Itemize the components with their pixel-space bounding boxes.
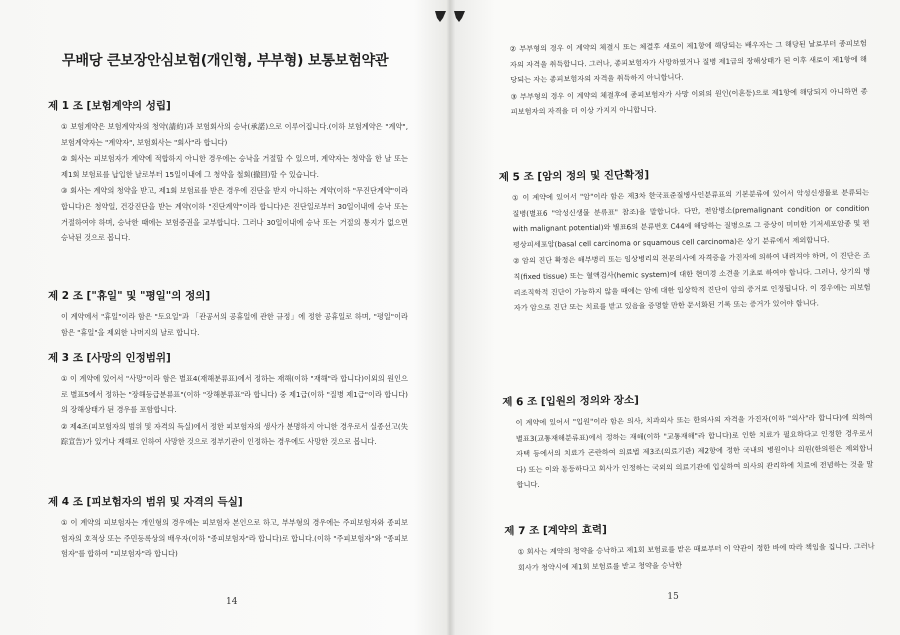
document-title: 무배당 큰보장안심보험(개인형, 부부형) 보통보험약관 — [62, 53, 389, 69]
article-5 — [499, 164, 871, 318]
article-heading: 제 4 조 [피보험자의 범위 및 자격의 득실] — [48, 496, 243, 508]
right-page — [462, 0, 900, 635]
article-paragraph: ② 부부형의 경우 이 계약의 체결시 또는 체결후 새로이 제1항에 해당되는 배우자는 그 해당된 날로부터 종피보험자의 자격을 취득합니다. 그러나, 종피보험자가 사망하였거나 질병 제1급의 장해상태가 된 이후 새로이 제1항에 해당되는 자는 종피보험자의 자격을 취득하지 아니합니다. — [509, 38, 868, 85]
article-paragraph: ① 회사는 계약의 청약을 승낙하고 제1회 보험료를 받은 때로부터 이 약관이 정한 바에 따라 책임을 집니다. 그러나 회사가 청약시에 제1회 보험료를 받고 청약을 승낙한 — [517, 541, 875, 572]
article-heading: 제 3 조 [사망의 인정범위] — [48, 352, 171, 364]
article-heading: 제 1 조 [보험계약의 성립] — [48, 100, 171, 112]
article-paragraph: ② 회사는 피보험자가 계약에 적합하지 아니한 경우에는 승낙을 거절할 수 있으며, 계약자는 청약을 한 날 또는 제1회 보험료를 납입한 날로부터 15일이내에 그 청약을 철회(撤回)할 수 있습니다. — [61, 154, 408, 179]
left-page — [0, 0, 440, 635]
article-paragraph: ① 이 계약에 있어서 "사망"이라 함은 별표4(재해분류표)에서 정하는 재해(이하 "재해"라 합니다)이외의 원인으로 별표5에서 정하는 "장해등급분류표"(이하 "장해분류표"라 합니다) 중 제1급(이하 "질병 제1급"이라 합니다)의 장해상태가 된 경우를 포함합니다. — [61, 374, 408, 415]
article-paragraph: ③ 회사는 계약의 청약을 받고, 제1회 보험료를 받은 경우에 진단을 받지 아니하는 계약(이하 "무진단계약"이라 합니다)은 청약일, 건강진단을 받는 계약(이하 "진단계약"이라 합니다)은 진단일로부터 30일이내에 승낙 또는 거절하여야 하며, 승낙한 때에는 보험증권을 교부합니다. 그러나 30일이내에 승낙 또는 거절의 통지가 없으면 승낙된 것으로 봅니다. — [61, 186, 408, 243]
article-paragraph: 이 계약에 있어서 "입원"이라 함은 의사, 치과의사 또는 한의사의 자격을 가진자(이하 "의사"라 합니다)에 의하여 별표3(교통재해분류표)에서 정하는 재해(이하 "교통재해"라 합니다)로 인한 치료가 필요하다고 인정한 경우로서 자택 등에서의 치료가 곤란하여 의료법 제3조(의료기관) 제2항에 정한 국내의 병원이나 의원(한의원은 제외합니다) 또는 이와 동등하다고 회사가 인정하는 국외의 의료기관에 입실하여 의사의 관리하에 치료에 전념하는 것을 말합니다. — [515, 412, 874, 490]
article-1 — [48, 98, 408, 247]
article-heading: 제 2 조 ["휴일" 및 "평일"의 정의] — [48, 290, 211, 302]
article-4 — [48, 494, 408, 563]
page-number: 14 — [226, 597, 238, 607]
article-paragraph: ② 제4조(피보험자의 범위 및 자격의 득실)에서 정한 피보험자의 생사가 분명하지 아니한 경우로서 실종선고(失踪宣告)가 있거나 재해로 인하여 사망한 것으로 정부기관이 인정하는 경우에도 사망한 것으로 봅니다. — [61, 421, 408, 447]
article-4-continued — [497, 36, 868, 122]
article-heading: 제 7 조 [계약의 효력] — [504, 523, 607, 538]
article-paragraph: ① 이 계약의 피보험자는 개인형의 경우에는 피보험자 본인으로 하고, 부부형의 경우에는 주피보험자와 종피보험자의 호적상 또는 주민등록상의 배우자(이하 "종피보험자"라 합니다)로 합니다.(이하 "주피보험자"와 "종피보험자"를 합하여 "피보험자"라 합니다) — [61, 518, 408, 559]
article-7 — [504, 518, 875, 577]
article-paragraph: ③ 부부형의 경우 이 계약의 체결후에 종피보험자가 사망 이외의 원인(이혼등)으로 제1항에 해당되지 아니하면 종피보험자의 자격을 더 이상 가지지 아니합니다. — [510, 86, 868, 117]
article-paragraph: 이 계약에서 "휴일"이라 함은 "토요일"과 「관공서의 공휴일에 관한 규정」에 정한 공휴일로 하며, "평일"이라 함은 "휴일"을 제외한 나머지의 날로 합니다. — [61, 312, 408, 337]
article-paragraph: ② 암의 진단 확정은 해부병리 또는 임상병리의 전문의사에 자격증을 가진자에 의하여 내려져야 하며, 이 진단은 조직(fixed tissue) 또는 혈액검사(hemic system)에 대한 현미경 소견을 기초로 하여야 합니다. 그러나, 상기의 병리조직학적 진단이 가능하지 않을 때에는 암에 대한 임상학적 진단이 암의 증거로 인정됩니다. 이 경우에는 피보험자가 암으로 진단 또는 치료를 받고 있음을 증명할 만한 문서화된 기록 또는 증거가 있어야 합니다. — [513, 250, 871, 313]
article-heading: 제 6 조 [입원의 정의와 장소] — [502, 394, 640, 409]
article-heading: 제 5 조 [암의 정의 및 진단확정] — [498, 169, 650, 184]
page-number: 15 — [667, 591, 679, 602]
article-3 — [48, 350, 408, 451]
article-paragraph: ① 보험계약은 보험계약자의 청약(請約)과 보험회사의 승낙(承諾)으로 이루어집니다.(이하 보험계약은 "계약", 보험계약자는 "계약자", 보험회사는 "회사"라 합니다) — [61, 122, 408, 147]
article-6 — [502, 389, 874, 495]
article-2 — [48, 288, 408, 341]
article-paragraph: ① 이 계약에 있어서 "암"이라 함은 제3차 한국표준질병사인분류표의 기본분류에 있어서 악성신생물로 분류되는 질병(별표6 "악성신생물 분류표" 참조)을 말합니다. 다만, 전암병소(premalignant condition or condition with malignant potential)와 별표6의 분류번호 C44에 해당하는 질병으로 그 증상이 미미한 기저세포암종 및 편평상피세포암(basal cell carcinoma or squamous cell carcinoma)은 상기 분류에서 제외합니다. — [512, 187, 870, 250]
